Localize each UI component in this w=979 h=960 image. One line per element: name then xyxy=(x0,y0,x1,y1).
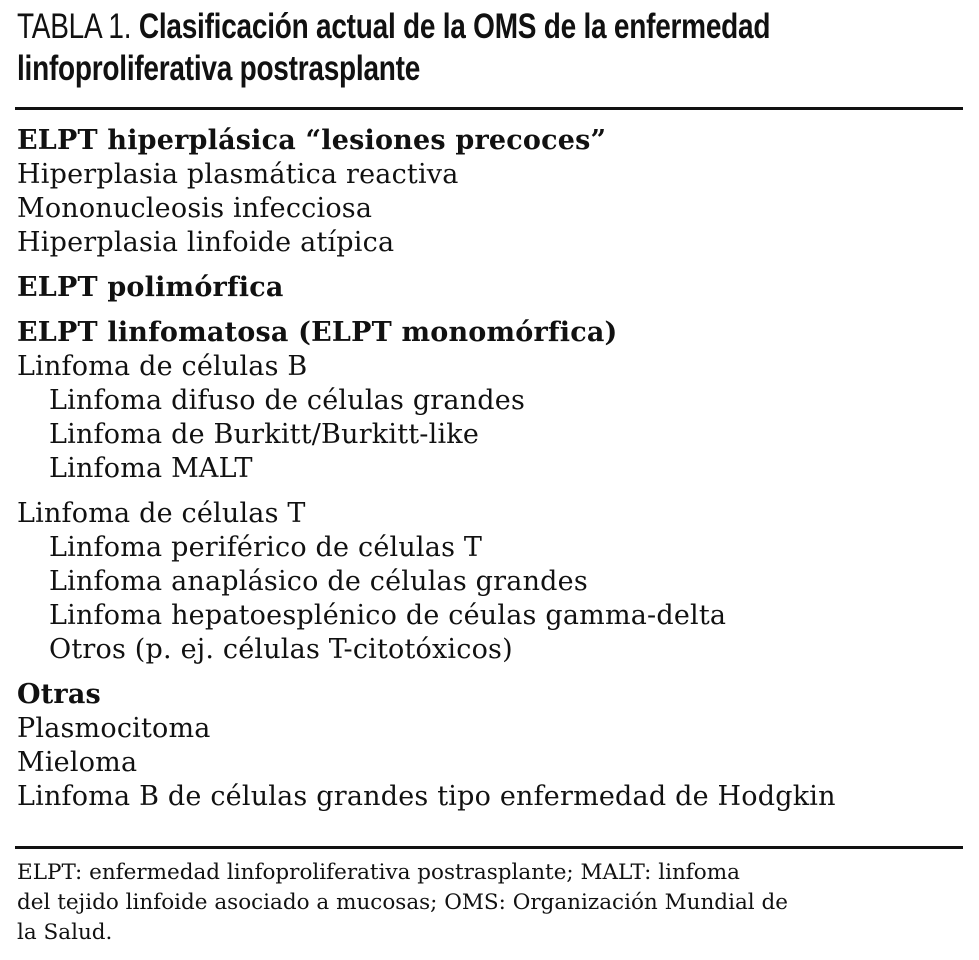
list-item: Linfoma periférico de células T xyxy=(49,532,483,563)
table-title-line-2: linfoproliferativa postrasplante xyxy=(17,49,421,88)
subgroup-celulas-b xyxy=(17,350,967,486)
list-item: Linfoma difuso de células grandes xyxy=(49,385,526,416)
section-heading: Otras xyxy=(17,679,101,710)
classification-list xyxy=(17,124,967,825)
section-linfomatosa xyxy=(17,316,967,667)
table-title-text-1: Clasificación actual de la OMS de la enfermedad xyxy=(138,7,771,46)
table-title-line-1 xyxy=(17,6,961,48)
section-heading: ELPT polimórfica xyxy=(17,272,284,303)
subgroup-title: Linfoma de células B xyxy=(17,351,308,382)
section-otras xyxy=(17,678,967,814)
table-title xyxy=(17,6,961,90)
top-rule xyxy=(15,107,963,110)
list-item: Linfoma MALT xyxy=(49,453,253,484)
footnote-line: ELPT: enfermedad linfoproliferativa postrasplante; MALT: linfoma xyxy=(17,860,740,885)
list-item: Linfoma anaplásico de células grandes xyxy=(49,566,588,597)
list-item: Linfoma hepatoesplénico de céulas gamma-delta xyxy=(49,600,727,631)
list-item: Plasmocitoma xyxy=(17,713,211,744)
list-item: Hiperplasia linfoide atípica xyxy=(17,227,395,258)
subgroup-celulas-t xyxy=(17,497,967,667)
section-polimorfica xyxy=(17,271,967,305)
list-item: Mononucleosis infecciosa xyxy=(17,193,373,224)
list-item: Hiperplasia plasmática reactiva xyxy=(17,159,459,190)
section-heading: ELPT hiperplásica “lesiones precoces” xyxy=(17,125,607,156)
list-item: Mieloma xyxy=(17,747,138,778)
footnote-line: del tejido linfoide asociado a mucosas; OMS: Organización Mundial de xyxy=(17,890,788,915)
list-item: Linfoma de Burkitt/Burkitt-like xyxy=(49,419,480,450)
table-label: TABLA 1. xyxy=(17,7,132,46)
subgroup-title: Linfoma de células T xyxy=(17,498,306,529)
bottom-rule xyxy=(15,846,963,849)
table-footnote xyxy=(17,858,962,948)
section-heading: ELPT linfomatosa (ELPT monomórfica) xyxy=(17,317,618,348)
footnote-line: la Salud. xyxy=(17,920,113,945)
section-hiperplasica xyxy=(17,124,967,260)
list-item: Otros (p. ej. células T-citotóxicos) xyxy=(49,634,513,665)
list-item: Linfoma B de células grandes tipo enfermedad de Hodgkin xyxy=(17,781,836,812)
